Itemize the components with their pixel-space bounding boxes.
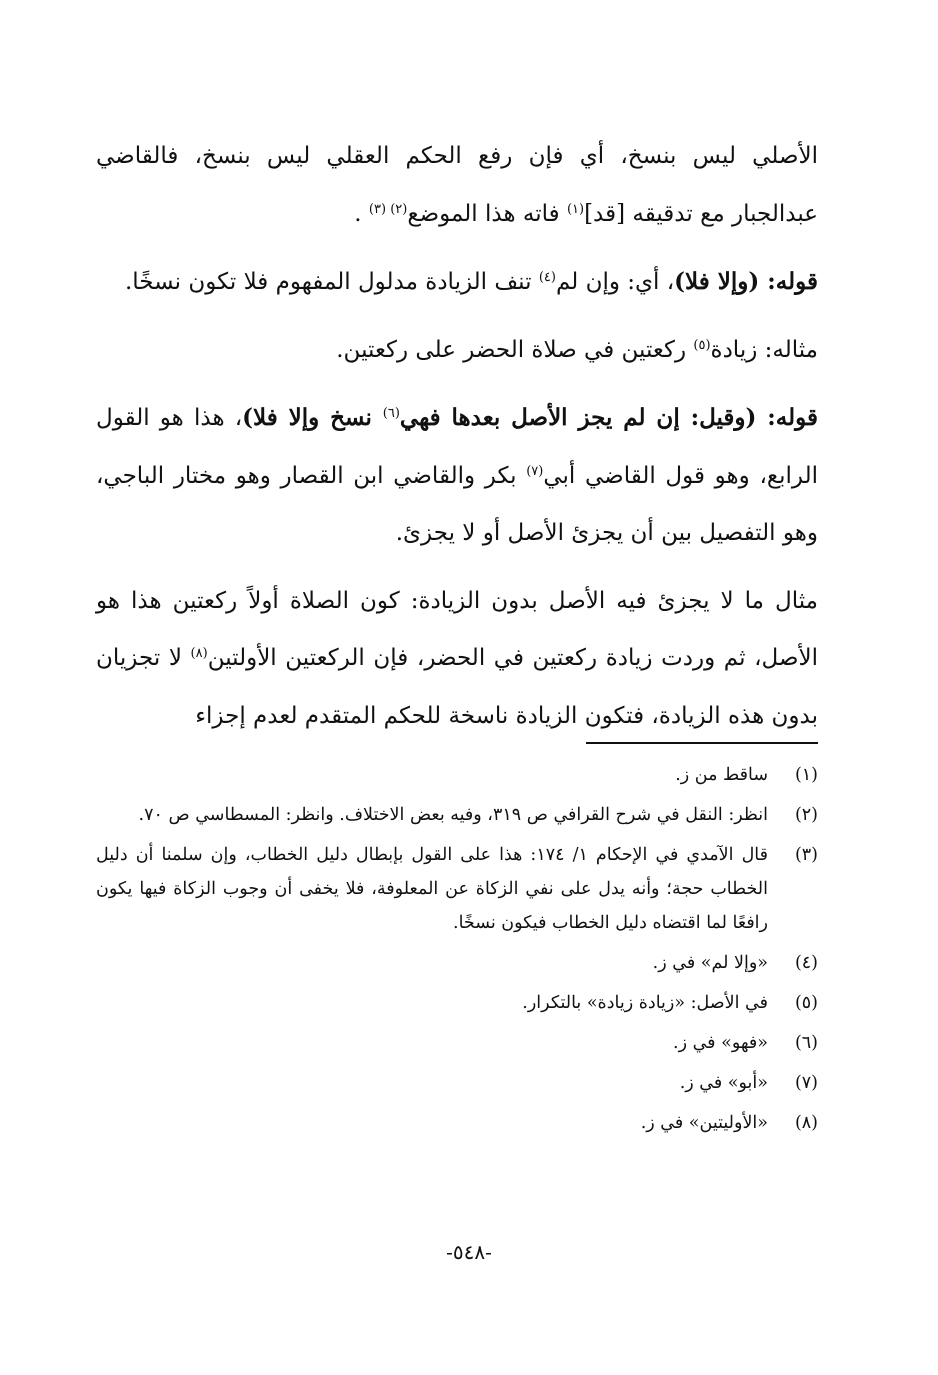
footnote-text: «وإلا لم» في ز. (652, 953, 768, 973)
footnote-ref-8: (٨) (190, 646, 208, 661)
paragraph-4 (96, 389, 818, 563)
footnotes-section (96, 758, 818, 1146)
footnote-number: (٥) (794, 993, 818, 1013)
footnote-5 (96, 986, 818, 1020)
paragraph-2-lead: قوله: (759, 268, 818, 295)
paragraph-1-text-2: فاته هذا الموضع (407, 200, 567, 227)
paragraph-1 (96, 128, 818, 243)
footnote-text: ساقط من ز. (675, 765, 768, 785)
footnote-ref-1: (١) (566, 201, 585, 217)
footnote-text: انظر: النقل في شرح القرافي ص ٣١٩، وفيه بعض الاختلاف. وانظر: المسطاسي ص ٧٠. (138, 805, 768, 825)
footnote-ref-2: (٢) (390, 201, 408, 217)
footnote-number: (٣) (794, 845, 818, 865)
paragraph-5-end: لا تجزيان بدون هذه الزيادة، فتكون الزيادة ناسخة للحكم المتقدم لعدم إجزاء (96, 645, 818, 729)
footnote-2 (96, 798, 818, 832)
paragraph-5 (96, 573, 818, 746)
footnote-text: في الأصل: «زيادة زيادة» بالتكرار. (522, 993, 768, 1013)
footnote-text: «أبو» في ز. (679, 1073, 768, 1093)
footnote-text: «الأوليتين» في ز. (640, 1113, 768, 1133)
paragraph-3-end: ركعتين في صلاة الحضر على ركعتين. (336, 336, 694, 363)
paragraph-3 (96, 322, 818, 380)
paragraph-3-text: مثاله: زيادة (710, 336, 818, 363)
paragraph-2-end: تنف الزيادة مدلول المفهوم فلا تكون نسخًا. (124, 269, 539, 295)
paragraph-4-lead: قوله: (756, 404, 818, 431)
paragraph-1-end: . (354, 200, 369, 227)
footnote-4 (96, 946, 818, 980)
paragraph-2-quote: (وإلا فلا) (674, 268, 760, 295)
footnote-number: (٤) (794, 953, 818, 973)
paragraph-4-end: بكر والقاضي ابن القصار وهو مختار الباجي، وهو التفصيل بين أن يجزئ الأصل أو لا يجزئ. (96, 462, 818, 546)
paragraph-4-quote-b: نسخ وإلا فلا) (242, 404, 383, 431)
footnote-text: «فهو» في ز. (673, 1033, 768, 1053)
paragraph-2-text: ، أي: وإن لم (555, 269, 675, 295)
footnote-number: (٦) (794, 1033, 818, 1053)
footnote-number: (٧) (794, 1073, 818, 1093)
main-text (96, 128, 818, 755)
footnote-ref-6: (٦) (382, 406, 400, 421)
footnote-separator (586, 742, 818, 744)
paragraph-4-quote-a: (وقيل: إن لم يجز الأصل بعدها فهي (399, 404, 757, 431)
page-number: -٥٤٨- (446, 1240, 492, 1264)
paragraph-1-text: الأصلي ليس بنسخ، أي فإن رفع الحكم العقلي ليس بنسخ، فالقاضي عبدالجبار مع تدقيقه [قد] (96, 143, 818, 227)
footnote-number: (٨) (794, 1113, 818, 1133)
footnote-ref-5: (٥) (693, 337, 711, 353)
paragraph-2 (96, 253, 818, 312)
footnote-8 (96, 1106, 818, 1140)
footnote-6 (96, 1026, 818, 1060)
footnote-1 (96, 758, 818, 792)
footnote-number: (١) (794, 765, 818, 785)
footnote-3 (96, 838, 818, 940)
footnote-number: (٢) (794, 805, 818, 825)
footnote-text: قال الآمدي في الإحكام ١/ ١٧٤: هذا على القول بإبطال دليل الخطاب، وإن سلمنا أن دليل الخطاب حجة؛ وأنه يدل على نفي الزكاة عن المعلوفة، فلا يخفى أن وجوب الزكاة فيها يكون رافعًا لما اقتضاه دليل الخطاب فيكون نسخًا. (96, 845, 768, 933)
footnote-ref-3: (٣) (368, 201, 391, 217)
footnote-ref-4: (٤) (538, 270, 556, 285)
paragraph-4-text: ، هذا هو القول الرابع، وهو قول القاضي أبي (96, 405, 818, 489)
paragraph-5-text: مثال ما لا يجزئ فيه الأصل بدون الزيادة: كون الصلاة أولاً ركعتين هذا هو الأصل، ثم وردت زيادة ركعتين في الحضر، فإن الركعتين الأولتين (96, 587, 818, 671)
footnote-7 (96, 1066, 818, 1100)
footnote-ref-7: (٧) (526, 463, 544, 479)
